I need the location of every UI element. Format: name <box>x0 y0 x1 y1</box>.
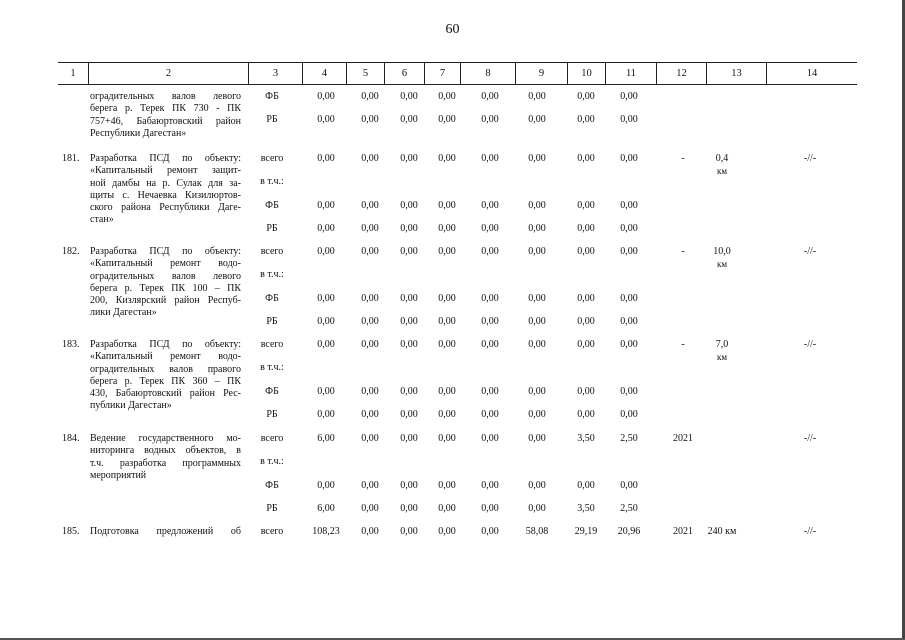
table-header <box>58 62 857 85</box>
amount-cell: 0,00 <box>400 199 418 211</box>
amount-cell: 0,00 <box>577 91 595 102</box>
description-line: «Капитальный ремонт защит- <box>90 165 241 177</box>
amount-cell: 0,00 <box>528 339 546 350</box>
amount-cell: 0,00 <box>438 385 456 397</box>
amount-cell: 0,00 <box>361 114 379 126</box>
description-line: 200, Кизлярский район Респуб- <box>90 295 241 307</box>
amount-cell: 0,00 <box>528 114 546 126</box>
completion-year: 2021 <box>673 433 693 444</box>
amount-cell: 0,00 <box>481 526 499 537</box>
funding-type: всего <box>260 153 284 164</box>
amount-cell: 0,00 <box>620 292 638 304</box>
row-description <box>90 153 241 227</box>
amount-cell: 20,96 <box>617 526 641 537</box>
amount-cell: 0,00 <box>620 339 638 350</box>
amount-cell: 0,00 <box>400 246 418 257</box>
amount-cell: 0,00 <box>481 315 499 327</box>
amount-cell: 0,00 <box>400 479 418 491</box>
description-line: Ведение государственного мо- <box>90 433 241 444</box>
amount-cell: 0,00 <box>361 479 379 491</box>
amount-cell: 0,00 <box>528 502 546 514</box>
amount-cell: 29,19 <box>574 526 598 537</box>
page-number: 60 <box>445 22 460 37</box>
description-line: оградительных валов левого <box>90 91 241 102</box>
header-cell-8: 8 <box>460 63 515 84</box>
row-description <box>90 91 241 140</box>
header-cell-13: 13 <box>706 63 766 84</box>
funding-type: всего <box>260 246 284 257</box>
amount-cell: 0,00 <box>481 433 499 444</box>
description-line: мероприятий <box>90 469 147 481</box>
description-line: Разработка ПСД по объекту: <box>90 339 241 350</box>
amount-cell: 0,00 <box>317 91 335 102</box>
capacity-cell <box>700 339 744 363</box>
amount-cell: 0,00 <box>620 114 638 126</box>
funding-type: всего <box>260 433 284 444</box>
completion-year: - <box>681 339 685 350</box>
amount-cell: 0,00 <box>400 114 418 126</box>
funding-type: ФБ <box>265 292 279 304</box>
completion-year: 2021 <box>673 526 693 537</box>
description-line: ной дамбы на р. Сулак для за- <box>90 177 241 189</box>
row-description <box>90 246 241 320</box>
amount-cell: 0,00 <box>481 479 499 491</box>
description-line: т.ч. разработка программных <box>90 457 241 469</box>
amount-cell: 0,00 <box>481 502 499 514</box>
responsible-cell: -//- <box>803 246 817 257</box>
amount-cell: 0,00 <box>317 315 335 327</box>
description-line: публики Дагестан» <box>90 400 172 412</box>
amount-cell: 0,00 <box>577 199 595 211</box>
capacity-unit: км <box>716 259 728 269</box>
funding-type: ФБ <box>265 479 279 491</box>
amount-cell: 0,00 <box>361 91 379 102</box>
amount-cell: 0,00 <box>481 91 499 102</box>
amount-cell: 0,00 <box>577 153 595 164</box>
amount-cell: 0,00 <box>317 153 335 164</box>
header-cell-11: 11 <box>605 63 656 84</box>
description-line: ского района Республики Даге- <box>90 202 241 214</box>
amount-cell: 0,00 <box>361 315 379 327</box>
amount-cell: 0,00 <box>577 385 595 397</box>
amount-cell: 6,00 <box>317 433 335 444</box>
amount-cell: 0,00 <box>361 526 379 537</box>
amount-cell: 0,00 <box>438 91 456 102</box>
header-cell-5: 5 <box>346 63 384 84</box>
amount-cell: 0,00 <box>577 479 595 491</box>
amount-cell: 0,00 <box>481 199 499 211</box>
header-cell-14: 14 <box>766 63 857 84</box>
amount-cell: 0,00 <box>438 199 456 211</box>
amount-cell: 0,00 <box>438 153 456 164</box>
funding-type: всего <box>260 526 284 537</box>
header-cell-10: 10 <box>567 63 605 84</box>
amount-cell: 58,08 <box>525 526 549 537</box>
amount-cell: 3,50 <box>577 502 595 514</box>
responsible-cell: -//- <box>803 526 817 537</box>
description-line: Разработка ПСД по объекту: <box>90 246 241 257</box>
completion-year: - <box>681 246 685 257</box>
completion-year: - <box>681 153 685 164</box>
amount-cell: 0,00 <box>528 246 546 257</box>
amount-cell: 0,00 <box>400 433 418 444</box>
amount-cell: 0,00 <box>400 153 418 164</box>
amount-cell: 0,00 <box>438 339 456 350</box>
amount-cell: 0,00 <box>528 199 546 211</box>
amount-cell: 0,00 <box>577 222 595 234</box>
amount-cell: 0,00 <box>400 292 418 304</box>
amount-cell: 3,50 <box>577 433 595 444</box>
row-description <box>90 433 241 482</box>
amount-cell: 0,00 <box>528 479 546 491</box>
funding-type: РБ <box>266 408 278 420</box>
amount-cell: 0,00 <box>481 408 499 420</box>
funding-type: РБ <box>266 502 278 514</box>
amount-cell: 0,00 <box>361 199 379 211</box>
capacity-value: 7,0 <box>715 339 729 350</box>
amount-cell: 0,00 <box>400 91 418 102</box>
description-line: берега р. Терек ПК 730 - ПК <box>90 103 241 115</box>
amount-cell: 0,00 <box>361 385 379 397</box>
capacity-unit: км <box>716 352 728 362</box>
funding-type: всего <box>260 339 284 350</box>
responsible-cell: -//- <box>803 339 817 350</box>
row-number: 182. <box>62 246 80 257</box>
amount-cell: 0,00 <box>400 385 418 397</box>
amount-cell: 0,00 <box>577 408 595 420</box>
responsible-cell: -//- <box>803 153 817 164</box>
amount-cell: 0,00 <box>361 339 379 350</box>
amount-cell: 0,00 <box>528 292 546 304</box>
amount-cell: 0,00 <box>361 502 379 514</box>
header-cell-9: 9 <box>515 63 567 84</box>
amount-cell: 0,00 <box>528 222 546 234</box>
description-line: 757+46, Бабаюртовский район <box>90 115 241 127</box>
amount-cell: 0,00 <box>400 502 418 514</box>
amount-cell: 0,00 <box>361 153 379 164</box>
amount-cell: 0,00 <box>528 408 546 420</box>
amount-cell: 0,00 <box>620 199 638 211</box>
row-number: 183. <box>62 339 80 350</box>
funding-type: ФБ <box>265 91 279 102</box>
header-cell-3: 3 <box>248 63 302 84</box>
amount-cell: 0,00 <box>400 222 418 234</box>
amount-cell: 0,00 <box>620 408 638 420</box>
capacity-cell <box>700 153 744 177</box>
amount-cell: 0,00 <box>400 526 418 537</box>
description-line: берега р. Терек ПК 100 – ПК <box>90 282 241 294</box>
amount-cell: 0,00 <box>400 315 418 327</box>
row-number: 181. <box>62 153 80 164</box>
description-line: оградительных валов левого <box>90 270 241 282</box>
amount-cell: 0,00 <box>620 91 638 102</box>
amount-cell: 0,00 <box>620 385 638 397</box>
description-line: берега р. Терек ПК 360 – ПК <box>90 375 241 387</box>
capacity-unit: км <box>716 166 728 176</box>
amount-cell: 0,00 <box>361 292 379 304</box>
amount-cell: 2,50 <box>620 502 638 514</box>
row-description <box>90 526 241 538</box>
description-line: Подготовка предложений об <box>90 526 241 537</box>
amount-cell: 0,00 <box>481 153 499 164</box>
description-line: «Капитальный ремонт водо- <box>90 258 241 270</box>
description-line: ниторинга водных объектов, в <box>90 445 241 457</box>
amount-cell: 0,00 <box>577 292 595 304</box>
amount-cell: 0,00 <box>620 246 638 257</box>
responsible-cell: -//- <box>803 433 817 444</box>
capacity-value: 10,0 <box>713 246 731 257</box>
amount-cell: 108,23 <box>312 526 340 537</box>
row-number: 184. <box>62 433 80 444</box>
amount-cell: 0,00 <box>438 246 456 257</box>
amount-cell: 0,00 <box>481 222 499 234</box>
amount-cell: 0,00 <box>577 339 595 350</box>
description-line: щиты с. Нечаевка Кизилюртов- <box>90 189 241 201</box>
funding-type: в т.ч.: <box>260 362 284 374</box>
amount-cell: 0,00 <box>481 292 499 304</box>
amount-cell: 0,00 <box>438 408 456 420</box>
amount-cell: 0,00 <box>528 153 546 164</box>
description-line: Республики Дагестан» <box>90 127 187 139</box>
header-cell-2: 2 <box>88 63 248 84</box>
amount-cell: 0,00 <box>361 222 379 234</box>
row-number: 185. <box>62 526 80 537</box>
amount-cell: 0,00 <box>577 246 595 257</box>
amount-cell: 0,00 <box>577 315 595 327</box>
amount-cell: 0,00 <box>481 114 499 126</box>
amount-cell: 0,00 <box>620 222 638 234</box>
amount-cell: 0,00 <box>317 385 335 397</box>
amount-cell: 0,00 <box>620 315 638 327</box>
capacity-value: 240 км <box>707 526 737 537</box>
amount-cell: 0,00 <box>481 385 499 397</box>
amount-cell: 0,00 <box>528 91 546 102</box>
amount-cell: 0,00 <box>438 292 456 304</box>
amount-cell: 0,00 <box>317 114 335 126</box>
header-cell-7: 7 <box>424 63 460 84</box>
row-description <box>90 339 241 413</box>
header-cell-12: 12 <box>656 63 706 84</box>
amount-cell: 6,00 <box>317 502 335 514</box>
amount-cell: 0,00 <box>528 433 546 444</box>
amount-cell: 0,00 <box>317 246 335 257</box>
amount-cell: 0,00 <box>317 292 335 304</box>
amount-cell: 0,00 <box>361 408 379 420</box>
header-cell-6: 6 <box>384 63 424 84</box>
amount-cell: 0,00 <box>438 502 456 514</box>
amount-cell: 0,00 <box>481 339 499 350</box>
description-line: оградительных валов правого <box>90 363 241 375</box>
funding-type: в т.ч.: <box>260 456 284 468</box>
funding-type: ФБ <box>265 199 279 211</box>
amount-cell: 0,00 <box>438 222 456 234</box>
funding-type: РБ <box>266 114 278 126</box>
amount-cell: 0,00 <box>620 479 638 491</box>
funding-type: РБ <box>266 222 278 234</box>
amount-cell: 0,00 <box>317 222 335 234</box>
amount-cell: 0,00 <box>317 408 335 420</box>
amount-cell: 0,00 <box>438 315 456 327</box>
description-line: Разработка ПСД по объекту: <box>90 153 241 164</box>
description-line: «Капитальный ремонт водо- <box>90 351 241 363</box>
header-cell-1: 1 <box>70 68 76 79</box>
funding-type: в т.ч.: <box>260 269 284 281</box>
capacity-cell <box>700 246 744 270</box>
amount-cell: 0,00 <box>438 479 456 491</box>
amount-cell: 0,00 <box>481 246 499 257</box>
amount-cell: 0,00 <box>361 246 379 257</box>
description-line: лики Дагестан» <box>90 307 157 319</box>
header-cell-4: 4 <box>302 63 346 84</box>
amount-cell: 0,00 <box>438 433 456 444</box>
funding-type: в т.ч.: <box>260 176 284 188</box>
capacity-value: 0,4 <box>715 153 729 164</box>
amount-cell: 0,00 <box>528 315 546 327</box>
amount-cell: 0,00 <box>438 114 456 126</box>
amount-cell: 0,00 <box>317 199 335 211</box>
amount-cell: 0,00 <box>577 114 595 126</box>
amount-cell: 0,00 <box>361 433 379 444</box>
amount-cell: 0,00 <box>317 479 335 491</box>
amount-cell: 0,00 <box>620 153 638 164</box>
description-line: 430, Бабаюртовский район Рес- <box>90 388 241 400</box>
amount-cell: 0,00 <box>528 385 546 397</box>
amount-cell: 0,00 <box>438 526 456 537</box>
funding-type: РБ <box>266 315 278 327</box>
capacity-cell <box>700 526 744 538</box>
description-line: стан» <box>90 214 114 226</box>
amount-cell: 0,00 <box>400 408 418 420</box>
funding-type: ФБ <box>265 385 279 397</box>
amount-cell: 0,00 <box>317 339 335 350</box>
amount-cell: 0,00 <box>400 339 418 350</box>
amount-cell: 2,50 <box>620 433 638 444</box>
